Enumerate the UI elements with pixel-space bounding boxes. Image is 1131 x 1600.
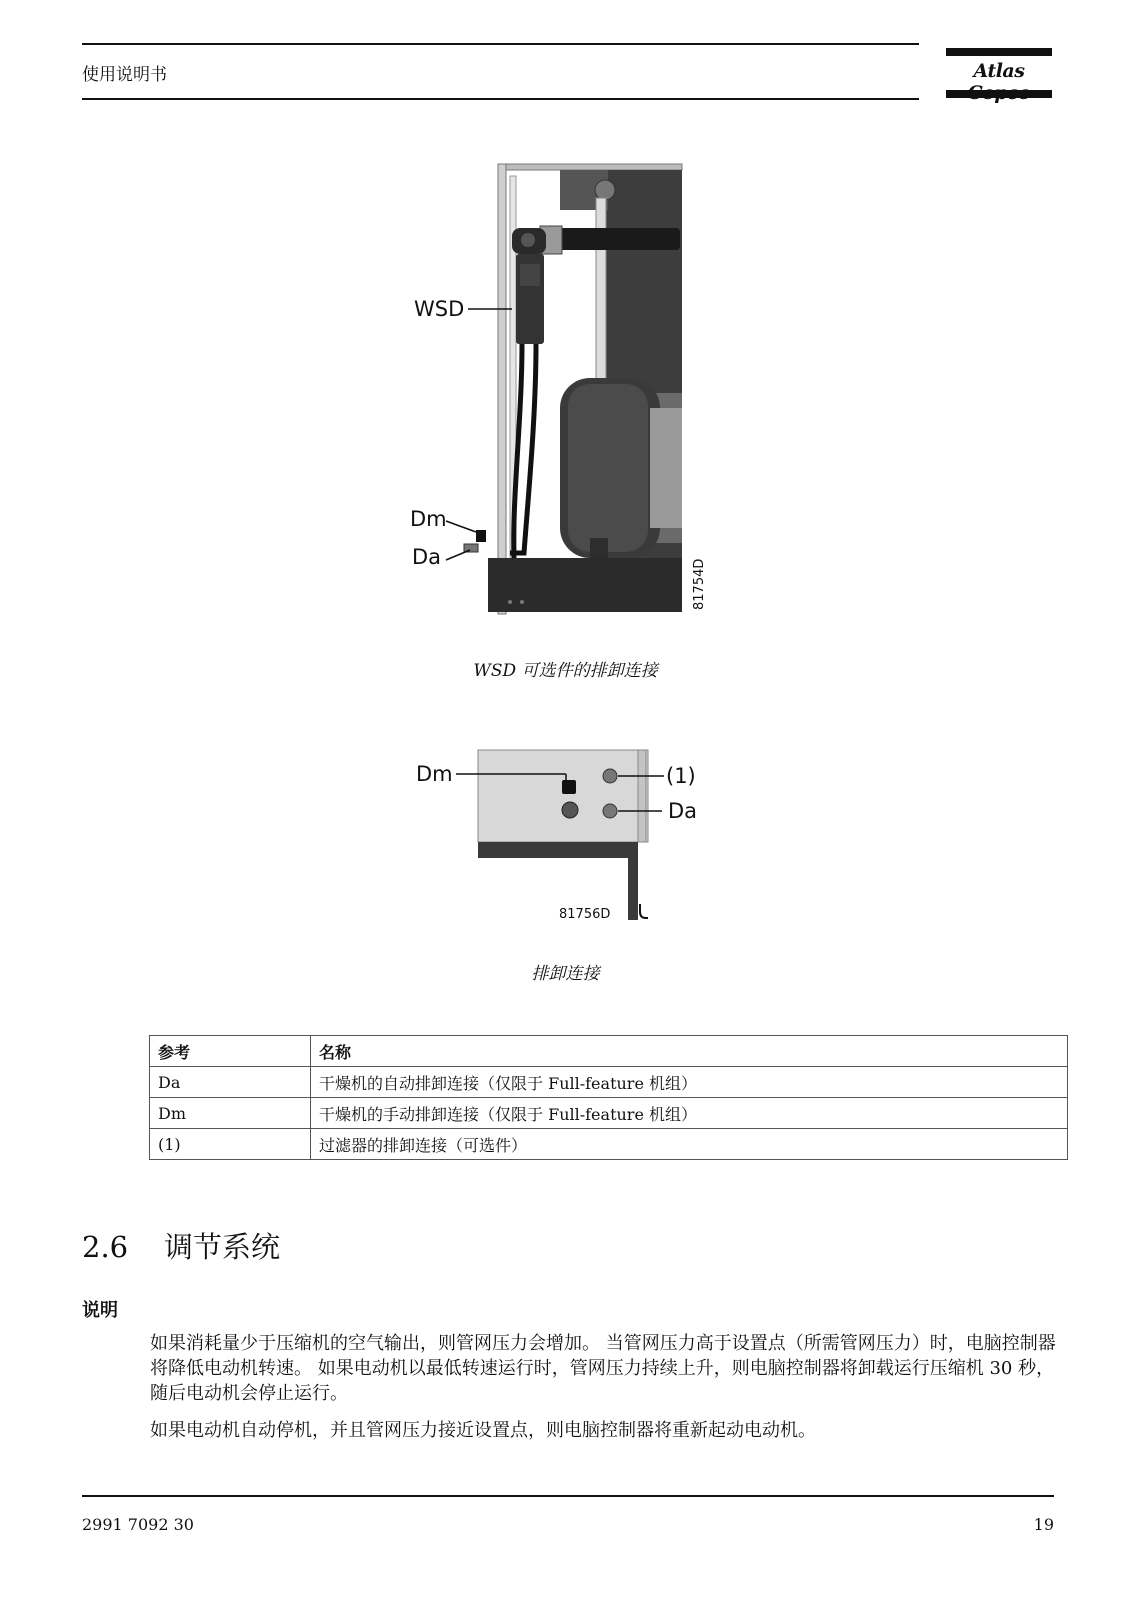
table-cell-ref: (1)	[150, 1129, 311, 1160]
body-paragraph: 如果消耗量少于压缩机的空气输出，则管网压力会增加。 当管网压力高于设置点（所需管网压力）时，电脑控制器将降低电动机转速。 如果电动机以最低转速运行时，管网压力持续上升，则电脑控制器将卸载运行压缩机 30 秒，随后电动机会停止运行。	[150, 1333, 1056, 1404]
table-cell-name: 过滤器的排卸连接（可选件）	[311, 1129, 1068, 1160]
header-top-rule	[82, 43, 919, 45]
callout-1: (1)	[666, 764, 696, 788]
table-header-name: 名称	[311, 1036, 1068, 1067]
figure-wsd-drain-illustration	[400, 158, 720, 628]
table-row	[150, 1067, 1068, 1098]
callout-dm: Dm	[416, 762, 453, 786]
callout-wsd: WSD	[414, 297, 465, 321]
table-cell-name: 干燥机的手动排卸连接（仅限于 Full-feature 机组）	[311, 1098, 1068, 1129]
table-cell-name: 干燥机的自动排卸连接（仅限于 Full-feature 机组）	[311, 1067, 1068, 1098]
figure-number: 81754D	[692, 558, 707, 610]
section-title: 调节系统	[164, 1230, 281, 1264]
table-row	[150, 1129, 1068, 1160]
footer-doc-number: 2991 7092 30	[82, 1515, 194, 1534]
table-row	[150, 1098, 1068, 1129]
table-header-ref: 参考	[150, 1036, 311, 1067]
callout-dm: Dm	[410, 507, 447, 531]
table-header-row	[150, 1036, 1068, 1067]
table-cell-ref: Da	[150, 1067, 311, 1098]
footer-page-number: 19	[1033, 1515, 1054, 1534]
section-number: 2.6	[82, 1230, 129, 1264]
figure1-caption: WSD 可选件的排卸连接	[473, 661, 658, 681]
callout-da: Da	[412, 545, 442, 569]
section-heading	[82, 1225, 280, 1266]
figure-drain-connections-illustration	[410, 740, 730, 925]
figure-number: 81756D	[559, 907, 611, 922]
table-cell-ref: Dm	[150, 1098, 311, 1129]
header-bottom-rule	[82, 98, 919, 100]
footer-rule	[82, 1495, 1054, 1497]
body-paragraph: 如果电动机自动停机，并且管网压力接近设置点，则电脑控制器将重新起动电动机。	[150, 1420, 816, 1441]
subsection-heading: 说明	[82, 1300, 118, 1321]
header-title: 使用说明书	[82, 65, 167, 85]
reference-table	[149, 1035, 1068, 1160]
figure2-caption: 排卸连接	[531, 964, 600, 984]
callout-da: Da	[668, 799, 698, 823]
